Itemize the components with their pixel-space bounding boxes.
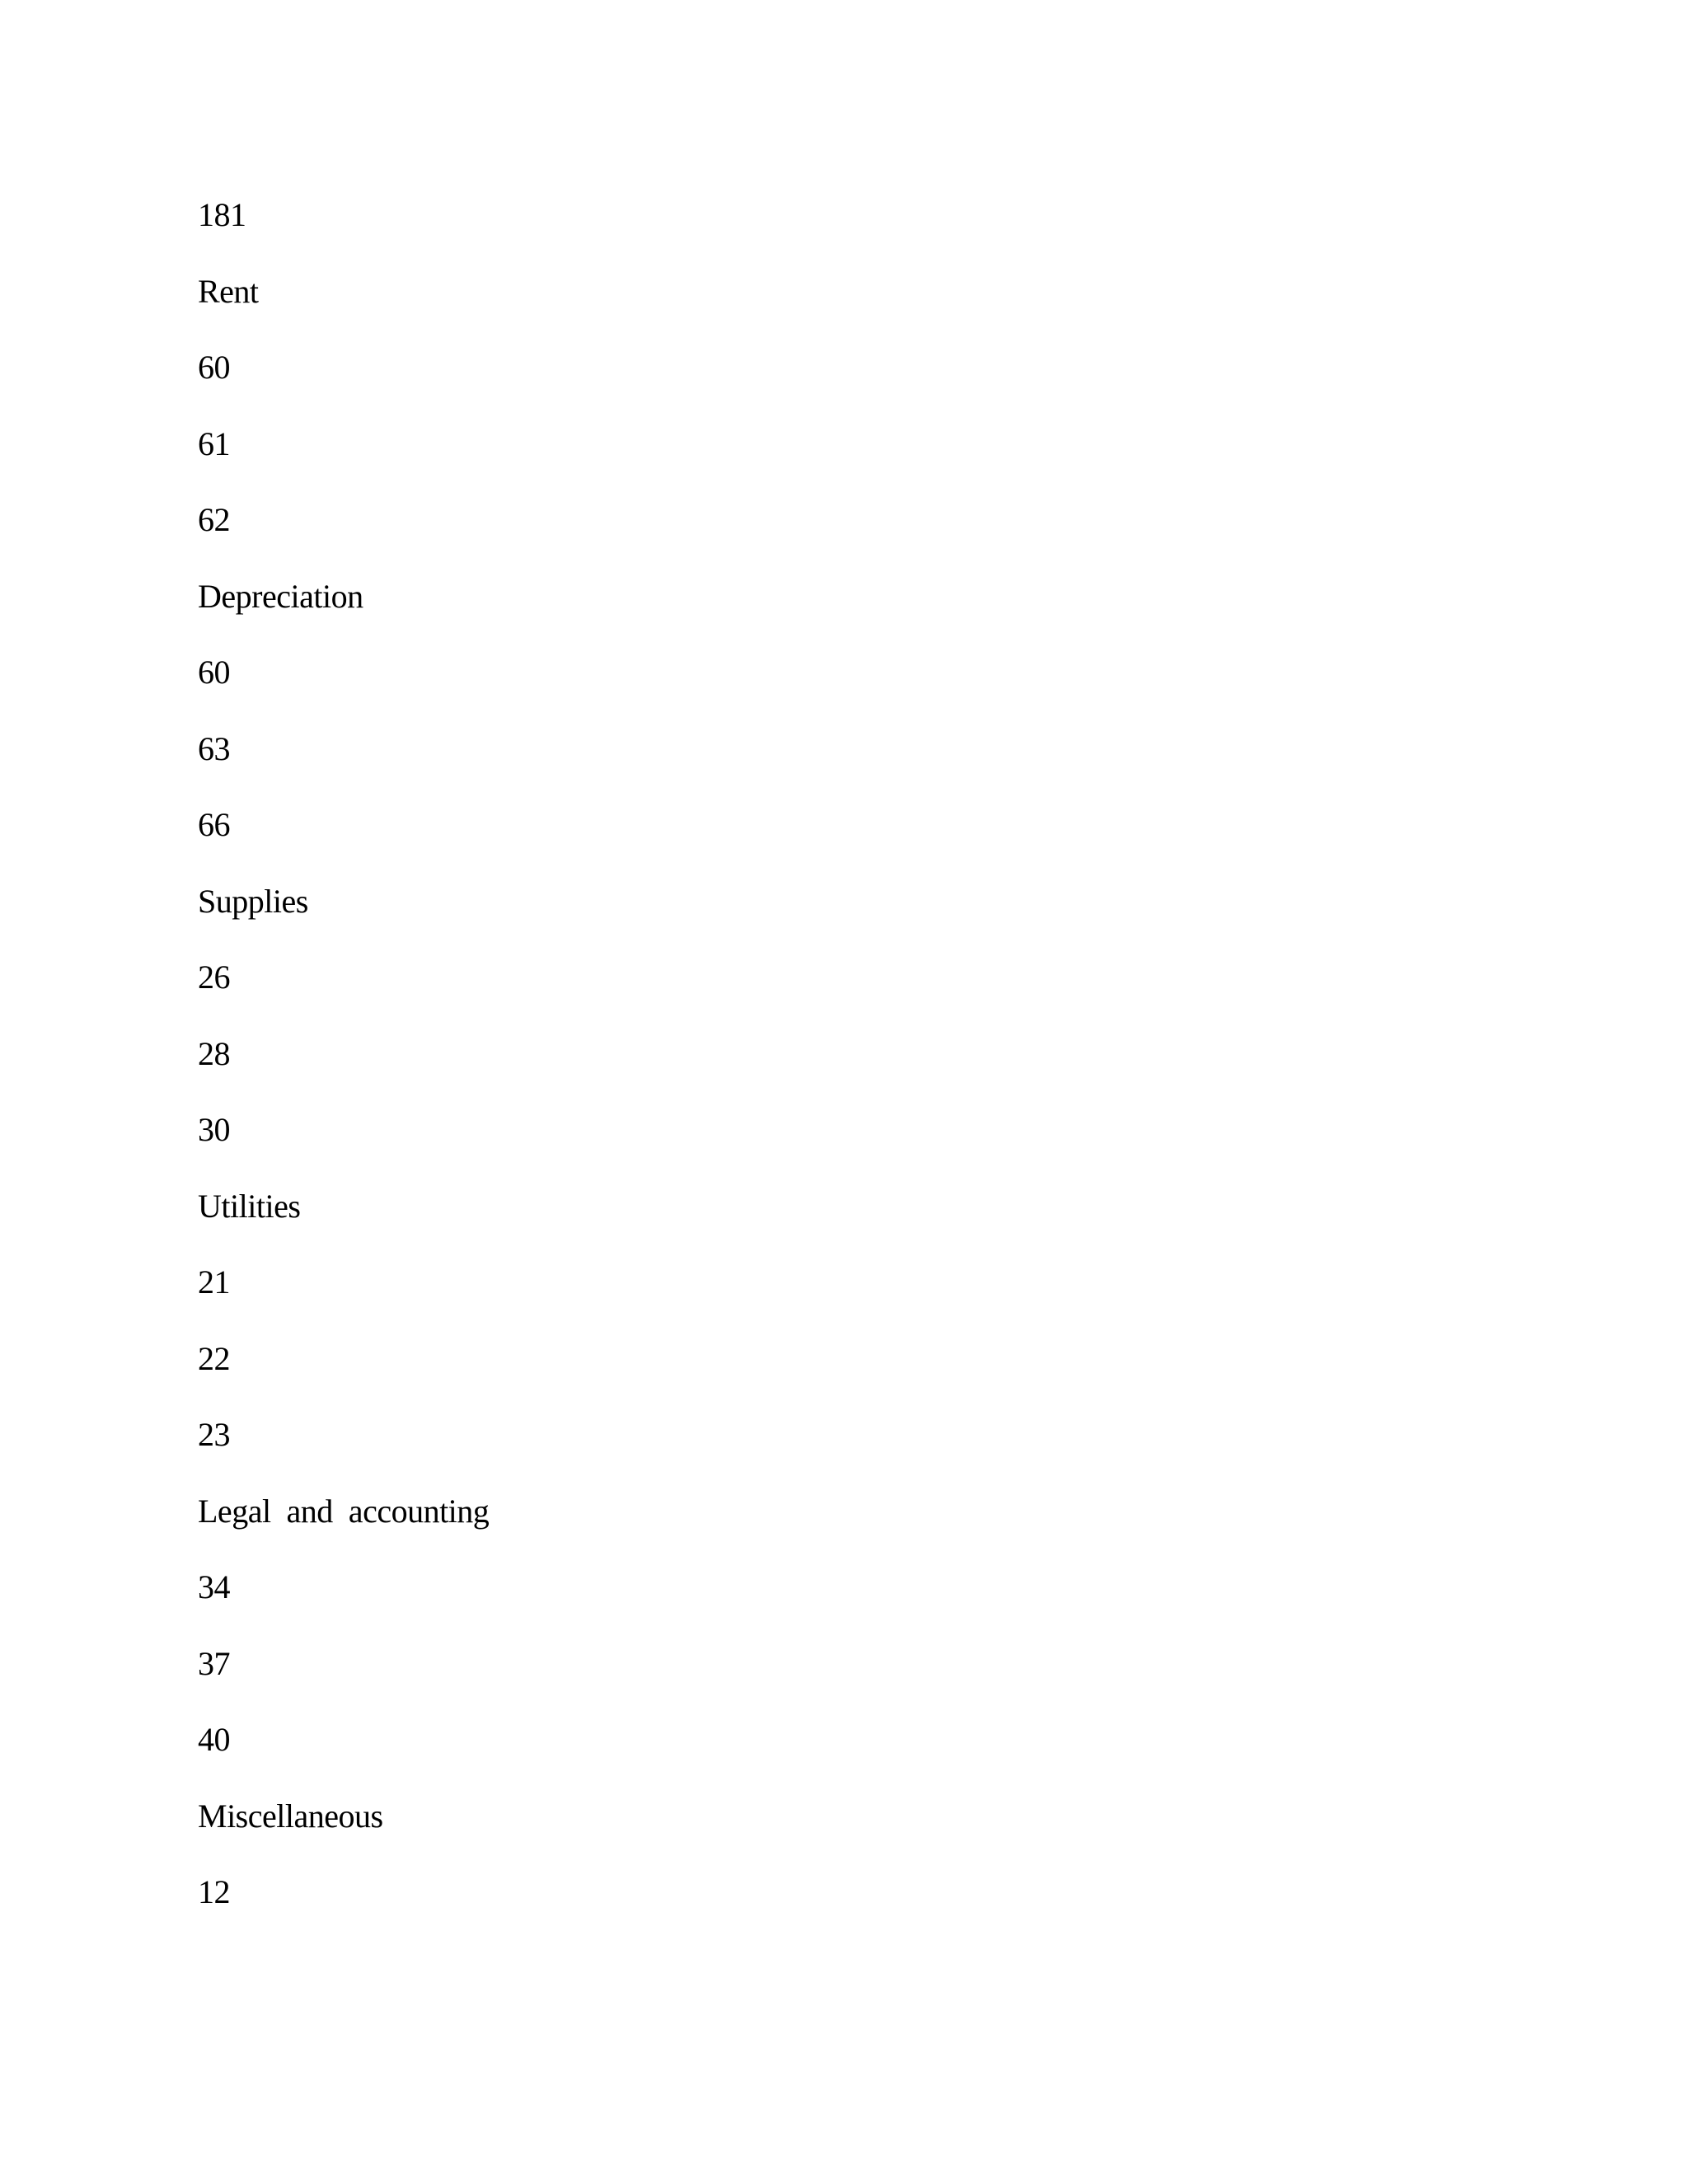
text-line: 60 — [198, 654, 230, 691]
text-line: Depreciation — [198, 577, 363, 615]
text-line: 34 — [198, 1568, 230, 1605]
text-lines — [198, 191, 489, 1945]
text-line: 63 — [198, 729, 230, 767]
text-line: 30 — [198, 1111, 230, 1148]
text-line: 28 — [198, 1034, 230, 1072]
text-line: Utilities — [198, 1187, 301, 1225]
text-line: Supplies — [198, 882, 308, 920]
text-line: 37 — [198, 1644, 230, 1682]
text-line: 40 — [198, 1721, 230, 1758]
text-line: 61 — [198, 424, 230, 462]
text-line: 21 — [198, 1263, 230, 1301]
text-line: 12 — [198, 1873, 230, 1910]
text-line: 22 — [198, 1339, 230, 1377]
text-line: 181 — [198, 196, 246, 233]
text-line: 23 — [198, 1416, 230, 1453]
text-line: Rent — [198, 272, 259, 310]
text-line: 60 — [198, 349, 230, 386]
text-line: 66 — [198, 806, 230, 843]
text-line: Legal and accounting — [198, 1492, 490, 1530]
text-line: Miscellaneous — [198, 1797, 383, 1835]
text-line: 62 — [198, 501, 230, 538]
text-line: 26 — [198, 958, 230, 996]
